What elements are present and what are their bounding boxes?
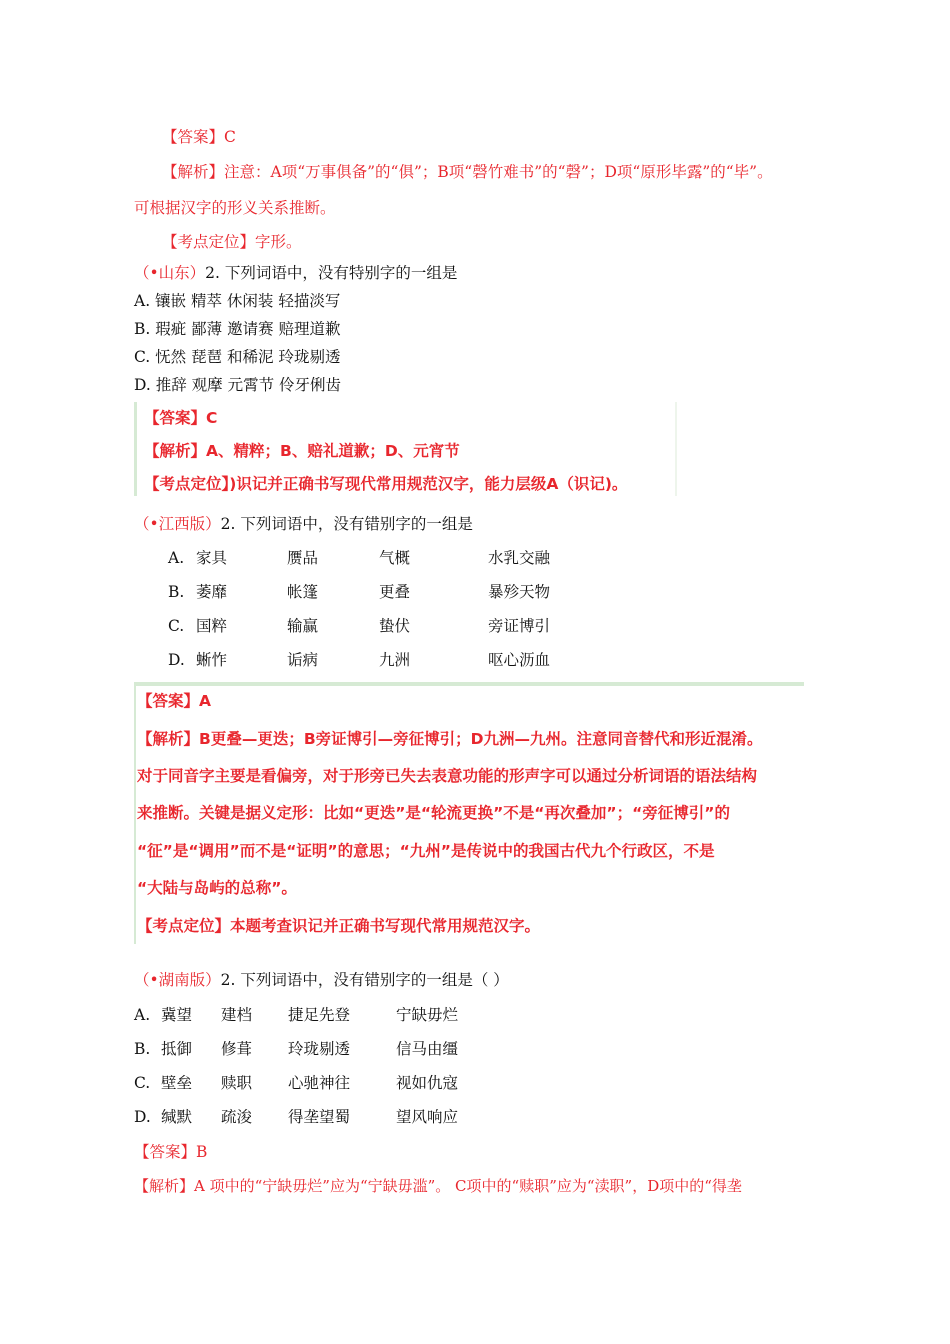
q4-analysis-tag: 【解析】 — [134, 1177, 195, 1195]
q3-option-word: 家具 — [196, 549, 228, 567]
q4-option-word: 壁垒 — [161, 1074, 193, 1092]
q3-answer-value: A — [199, 692, 212, 710]
q3-analysis-line4: “征”是“调用”而不是“证明”的意思；“九州”是传说中的我国古代九个行政区，不是 — [137, 842, 715, 860]
q4-analysis-text: A 项中的“宁缺毋烂”应为“宁缺毋滥”。 C项中的“赎职”应为“渎职”，D项中的“得垄 — [194, 1177, 742, 1195]
q1-analysis-line1: 【解析】注意：A项“万事俱备”的“俱”；B项“磬竹难书”的“磬”；D项“原形毕露”的“毕”。 — [162, 163, 773, 181]
q4-option-word: 心驰神往 — [288, 1074, 351, 1092]
q4-option-word: 宁缺毋烂 — [396, 1006, 459, 1024]
q2-option-c: C. 怃然 琵琶 和稀泥 玲珑剔透 — [134, 348, 341, 366]
q2-answer-value: C — [206, 409, 218, 427]
q3-analysis-line1 — [137, 729, 763, 749]
q4-option-word: 玲珑剔透 — [288, 1040, 351, 1058]
q4-option-word: 捷足先登 — [288, 1006, 351, 1024]
q4-analysis — [134, 1176, 742, 1196]
q3-option-word: 蛰伏 — [379, 617, 411, 635]
q2-option-d: D. 推辞 观摩 元霄节 伶牙俐齿 — [134, 376, 342, 394]
q4-option-word: 缄默 — [161, 1108, 193, 1126]
q3-point — [137, 916, 540, 936]
q4-option-word: 疏浚 — [221, 1108, 253, 1126]
q2-stem-text: 2. 下列词语中，没有特别字的一组是 — [205, 264, 458, 282]
q3-option-word: 呕心沥血 — [488, 651, 551, 669]
q1-point-text: 字形。 — [255, 233, 302, 251]
q3-option-word: 诟病 — [287, 651, 319, 669]
q3-source: （•江西版） — [134, 515, 221, 533]
q4-option-word: 赎职 — [221, 1074, 253, 1092]
q3-option-word: 九洲 — [379, 651, 411, 669]
q2-option-b: B. 瑕疵 鄙薄 邀请赛 赔理道歉 — [134, 320, 341, 338]
q3-answer — [137, 691, 211, 711]
q3-point-text: 本题考查识记并正确书写现代常用规范汉字。 — [230, 917, 541, 935]
q3-analysis-line3: 来推断。关键是据义定形：比如“更迭”是“轮流更换”不是“再次叠加”；“旁征博引”的 — [137, 804, 730, 822]
q3-option-word: 水乳交融 — [488, 549, 551, 567]
q3-option-word: 萎靡 — [196, 583, 228, 601]
q2-stem — [134, 263, 457, 283]
q3-option-word: 气概 — [379, 549, 411, 567]
q3-option-word: 更叠 — [379, 583, 411, 601]
q2-answer — [144, 408, 217, 428]
q3-option-word: 输赢 — [287, 617, 319, 635]
q1-point-tag: 【考点定位】 — [162, 233, 256, 251]
q3-answer-tag: 【答案】 — [137, 692, 200, 710]
q3-analysis-line5: “大陆与岛屿的总称”。 — [137, 879, 297, 897]
q3-analysis-text: B更叠—更迭；B旁证博引—旁征博引；D九洲—九州。注意同音替代和形近混淆。 — [199, 730, 763, 748]
q4-option-word: 建档 — [221, 1006, 253, 1024]
q4-answer: 【答案】B — [134, 1143, 208, 1161]
q3-option-letter: B. — [168, 583, 185, 601]
q4-option-word: 望风响应 — [396, 1108, 459, 1126]
q4-option-word: 视如仇寇 — [396, 1074, 459, 1092]
q3-option-letter: D. — [168, 651, 185, 669]
q3-option-word: 帐篷 — [287, 583, 319, 601]
q1-analysis-line2: 可根据汉字的形义关系推断。 — [134, 199, 336, 217]
q3-option-letter: A. — [168, 549, 185, 567]
q4-option-letter: C. — [134, 1074, 151, 1092]
q1-point — [162, 232, 302, 252]
q3-point-tag: 【考点定位】 — [137, 917, 231, 935]
q1-answer: 【答案】C — [162, 128, 236, 146]
q4-stem-text: 2. 下列词语中，没有错别字的一组是（ ） — [220, 971, 509, 989]
q4-option-word: 冀望 — [161, 1006, 193, 1024]
q3-option-word: 国粹 — [196, 617, 228, 635]
q3-option-letter: C. — [168, 617, 185, 635]
q3-analysis-line2: 对于同音字主要是看偏旁，对于形旁已失去表意功能的形声字可以通过分析词语的语法结构 — [137, 767, 758, 785]
q4-option-word: 得垄望蜀 — [288, 1108, 351, 1126]
q4-option-word: 修葺 — [221, 1040, 253, 1058]
q2-analysis — [144, 441, 460, 461]
q2-analysis-text: A、精粹；B、赔礼道歉；D、元宵节 — [206, 442, 460, 460]
q3-option-word: 蜥怍 — [196, 651, 228, 669]
q4-source: （•湖南版） — [134, 971, 221, 989]
q4-option-letter: D. — [134, 1108, 151, 1126]
q2-option-a: A. 镶嵌 精萃 休闲装 轻描淡写 — [134, 292, 341, 310]
q4-option-letter: B. — [134, 1040, 151, 1058]
q3-stem — [134, 514, 473, 534]
q3-option-word: 赝品 — [287, 549, 319, 567]
q2-answer-tag: 【答案】 — [144, 409, 207, 427]
q3-option-word: 旁证博引 — [488, 617, 551, 635]
q4-option-word: 抵御 — [161, 1040, 193, 1058]
q2-point-tag: 【考点定位】 — [144, 475, 230, 493]
q3-stem-text: 2. 下列词语中，没有错别字的一组是 — [220, 515, 473, 533]
q2-point — [144, 474, 627, 494]
q3-option-word: 暴殄天物 — [488, 583, 551, 601]
q2-source: （•山东） — [134, 264, 206, 282]
q4-option-word: 信马由缰 — [396, 1040, 459, 1058]
q4-option-letter: A. — [134, 1006, 151, 1024]
q2-point-text: )识记并正确书写现代常用规范汉字，能力层级A（识记)。 — [229, 475, 628, 493]
q2-analysis-tag: 【解析】 — [144, 442, 207, 460]
q3-analysis-tag: 【解析】 — [137, 730, 200, 748]
q4-stem — [134, 970, 509, 990]
